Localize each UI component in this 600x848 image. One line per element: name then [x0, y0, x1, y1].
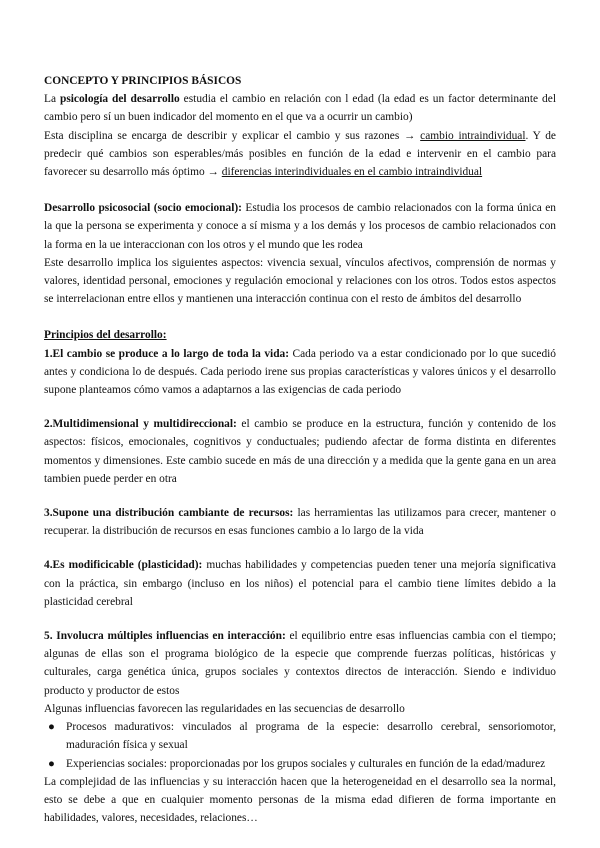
text-run: Cada periodo va a estar condicionado por lo que sucedió antes y condiciona lo de después. Cada periodo irene sus propias características y valores únicos y el desarrollo supone planteamos cómo vamos a adaptarnos a las exigencias de cada periodo	[44, 347, 557, 397]
principle-5	[44, 627, 556, 700]
bold-term: Desarrollo psicosocial (socio emocional):	[44, 202, 242, 215]
bullet-icon: ●	[48, 757, 55, 770]
bold-term: 3.Supone una distribución cambiante de recursos:	[44, 507, 294, 520]
text-run: las herramientas las utilizamos para crecer, mantener o recuperar. la distribución de recursos en esas funciones cambio a lo largo de la vida	[44, 507, 557, 538]
bold-term: 2.Multidimensional y multidireccional:	[44, 418, 237, 431]
page-title: CONCEPTO Y PRINCIPIOS BÁSICOS	[44, 75, 242, 87]
text-run: el cambio se produce en la estructura, función y contenido de los aspectos: físicos, emocionales, cognitivos y conductuales; pudiendo afectar de forma distinta en diferentes momentos y dimensiones. Este cambio sucede en más de una dirección y a medida que la gente gana en un area tambien puede perder en otra	[44, 418, 556, 485]
principles-heading	[44, 326, 556, 344]
bullet-icon: ●	[48, 721, 55, 734]
underlined-term: diferencias interindividuales en el cambio intraindividual	[221, 166, 483, 179]
bold-term: 1.El cambio se produce a lo largo de toda la vida:	[44, 347, 290, 360]
list-item	[44, 718, 556, 754]
text-run: Esta disciplina se encarga de describir y explicar el cambio y sus razones →	[44, 129, 421, 142]
list-item	[44, 755, 556, 773]
list-item-text: Procesos madurativos: vinculados al programa de la especie: desarrollo cerebral, sensoriomotor, maduración física y sexual	[66, 721, 556, 752]
bold-term: 5. Involucra múltiples influencias en interacción:	[44, 630, 286, 643]
principle-2	[44, 415, 556, 488]
bold-term: 4.Es modificicable (plasticidad):	[44, 559, 203, 572]
spacer	[44, 308, 556, 326]
principle-4	[44, 556, 556, 611]
text-run: estudia el cambio en relación con l edad (la edad es un factor determinante del cambio pero sí un buen indicador del momento en el que va a ocurrir un cambio)	[44, 93, 556, 124]
principle-1	[44, 345, 556, 400]
spacer	[44, 399, 556, 415]
text-run: . Y de predecir qué cambios son esperables/más posibles en función de la edad e intervenir en el cambio para favorecer su desarrollo más óptimo →	[44, 129, 556, 179]
underlined-term: cambio intraindividual	[420, 129, 526, 142]
underlined-heading: Principios del desarrollo:	[44, 329, 167, 342]
principle-3	[44, 504, 556, 540]
spacer	[44, 181, 556, 199]
bold-term: psicología del desarrollo	[59, 93, 180, 106]
intro-paragraph-2	[44, 127, 556, 182]
spacer	[44, 540, 556, 556]
text-run: muchas habilidades y competencias pueden tener una mejoría significativa con la práctica, sin embargo (incluso en los niños) el potencial para el cambio tiene límites debido a la plasticidad cerebral	[44, 559, 556, 608]
list-item-text: Experiencias sociales: proporcionadas por los grupos sociales y culturales en función de la edad/madurez	[66, 757, 546, 770]
psychosocial-paragraph-1	[44, 199, 556, 254]
spacer	[44, 488, 556, 504]
influences-list	[44, 718, 556, 773]
psychosocial-paragraph-2: Este desarrollo implica los siguientes aspectos: vivencia sexual, vínculos afectivos, comprensión de normas y valores, identidad personal, emociones y regulación emocional y relaciones con los otros. Todos estos aspectos se interrelacionan entre ellos y mantienen una interacción continua con el resto de ámbitos del desarrollo	[44, 256, 556, 306]
text-run: Estudia los procesos de cambio relacionados con la forma única en la que la persona se experimenta y conoce a sí misma y a los demás y los procesos de cambio relacionados con la forma en la ue interaccionan con los otros y el mundo que les rodea	[44, 202, 557, 251]
closing-paragraph: La complejidad de las influencias y su interacción hacen que la heterogeneidad en el desarrollo sea la normal, esto se debe a que en cualquier momento personas de la misma edad difieren de forma importante en habilidades, valores, necesidades, relaciones…	[44, 775, 556, 825]
intro-paragraph-1	[44, 90, 556, 126]
influences-paragraph: Algunas influencias favorecen las regularidades en las secuencias de desarrollo	[44, 702, 405, 715]
text-run: el equilibrio entre esas influencias cambia con el tiempo; algunas de ellas son el programa biológico de la especie que comprende fuerzas políticas, históricas y culturales, carga genética única, grupos sociales y contextos directos de interacción. Siendo e individuo producto y productor de estos	[44, 630, 556, 697]
spacer	[44, 611, 556, 627]
text-run: La	[44, 93, 60, 106]
